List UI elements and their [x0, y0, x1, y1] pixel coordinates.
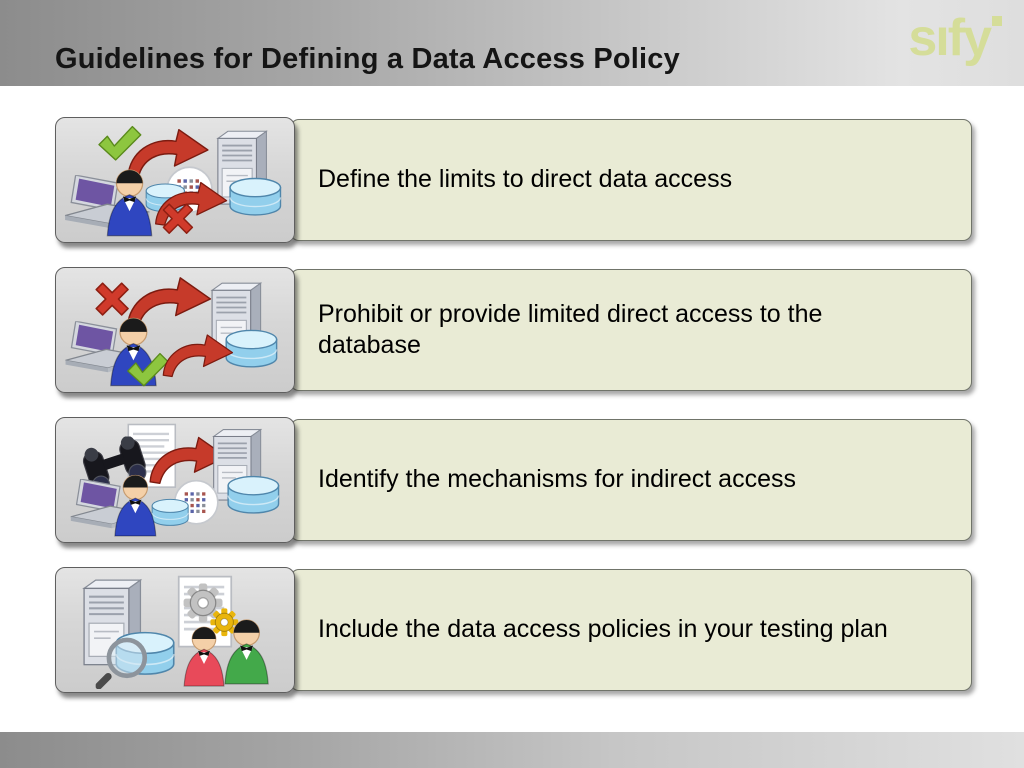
guideline-row-2 — [0, 267, 1024, 393]
guideline-text-1: Define the limits to direct data access — [318, 165, 733, 194]
guideline-text-box-3 — [290, 419, 972, 541]
sify-logo-dot — [992, 16, 1002, 26]
guideline-icon-box-1 — [55, 117, 295, 243]
guideline-icon-box-3 — [55, 417, 295, 543]
binoculars-document-arrow-server-database-icon — [60, 421, 290, 539]
database-icon — [226, 330, 276, 366]
guideline-row-3 — [0, 417, 1024, 543]
guideline-text-2: Prohibit or provide limited direct access to the database — [318, 299, 823, 359]
guideline-text-box-2 — [290, 269, 972, 391]
user-laptop-check-arrows-server-database-icon — [60, 121, 290, 239]
slide-footer-bar — [0, 732, 1024, 768]
guideline-icon-box-4 — [55, 567, 295, 693]
database-icon — [228, 477, 278, 513]
guideline-icon-box-2 — [55, 267, 295, 393]
sify-logo-text: sıfy — [908, 9, 990, 67]
page-title: Guidelines for Defining a Data Access Policy — [55, 43, 680, 75]
guideline-text-4: Include the data access policies in your testing plan — [318, 615, 888, 644]
small-database-icon — [152, 499, 188, 525]
guideline-row-1 — [0, 117, 1024, 243]
sify-logo — [908, 9, 990, 67]
check-icon — [99, 127, 141, 160]
user-laptop-deny-x-arrow-server-database-icon — [60, 271, 290, 389]
guideline-text-box-1 — [290, 119, 972, 241]
guideline-row-4 — [0, 567, 1024, 693]
x-deny-icon — [96, 283, 128, 315]
slide-header — [0, 0, 1024, 86]
guidelines-list — [0, 117, 1024, 693]
guideline-text-box-4 — [290, 569, 972, 691]
server-database-magnifier-gears-two-users-icon — [60, 571, 290, 689]
guideline-text-3: Identify the mechanisms for indirect access — [318, 465, 796, 494]
database-icon — [230, 178, 280, 214]
